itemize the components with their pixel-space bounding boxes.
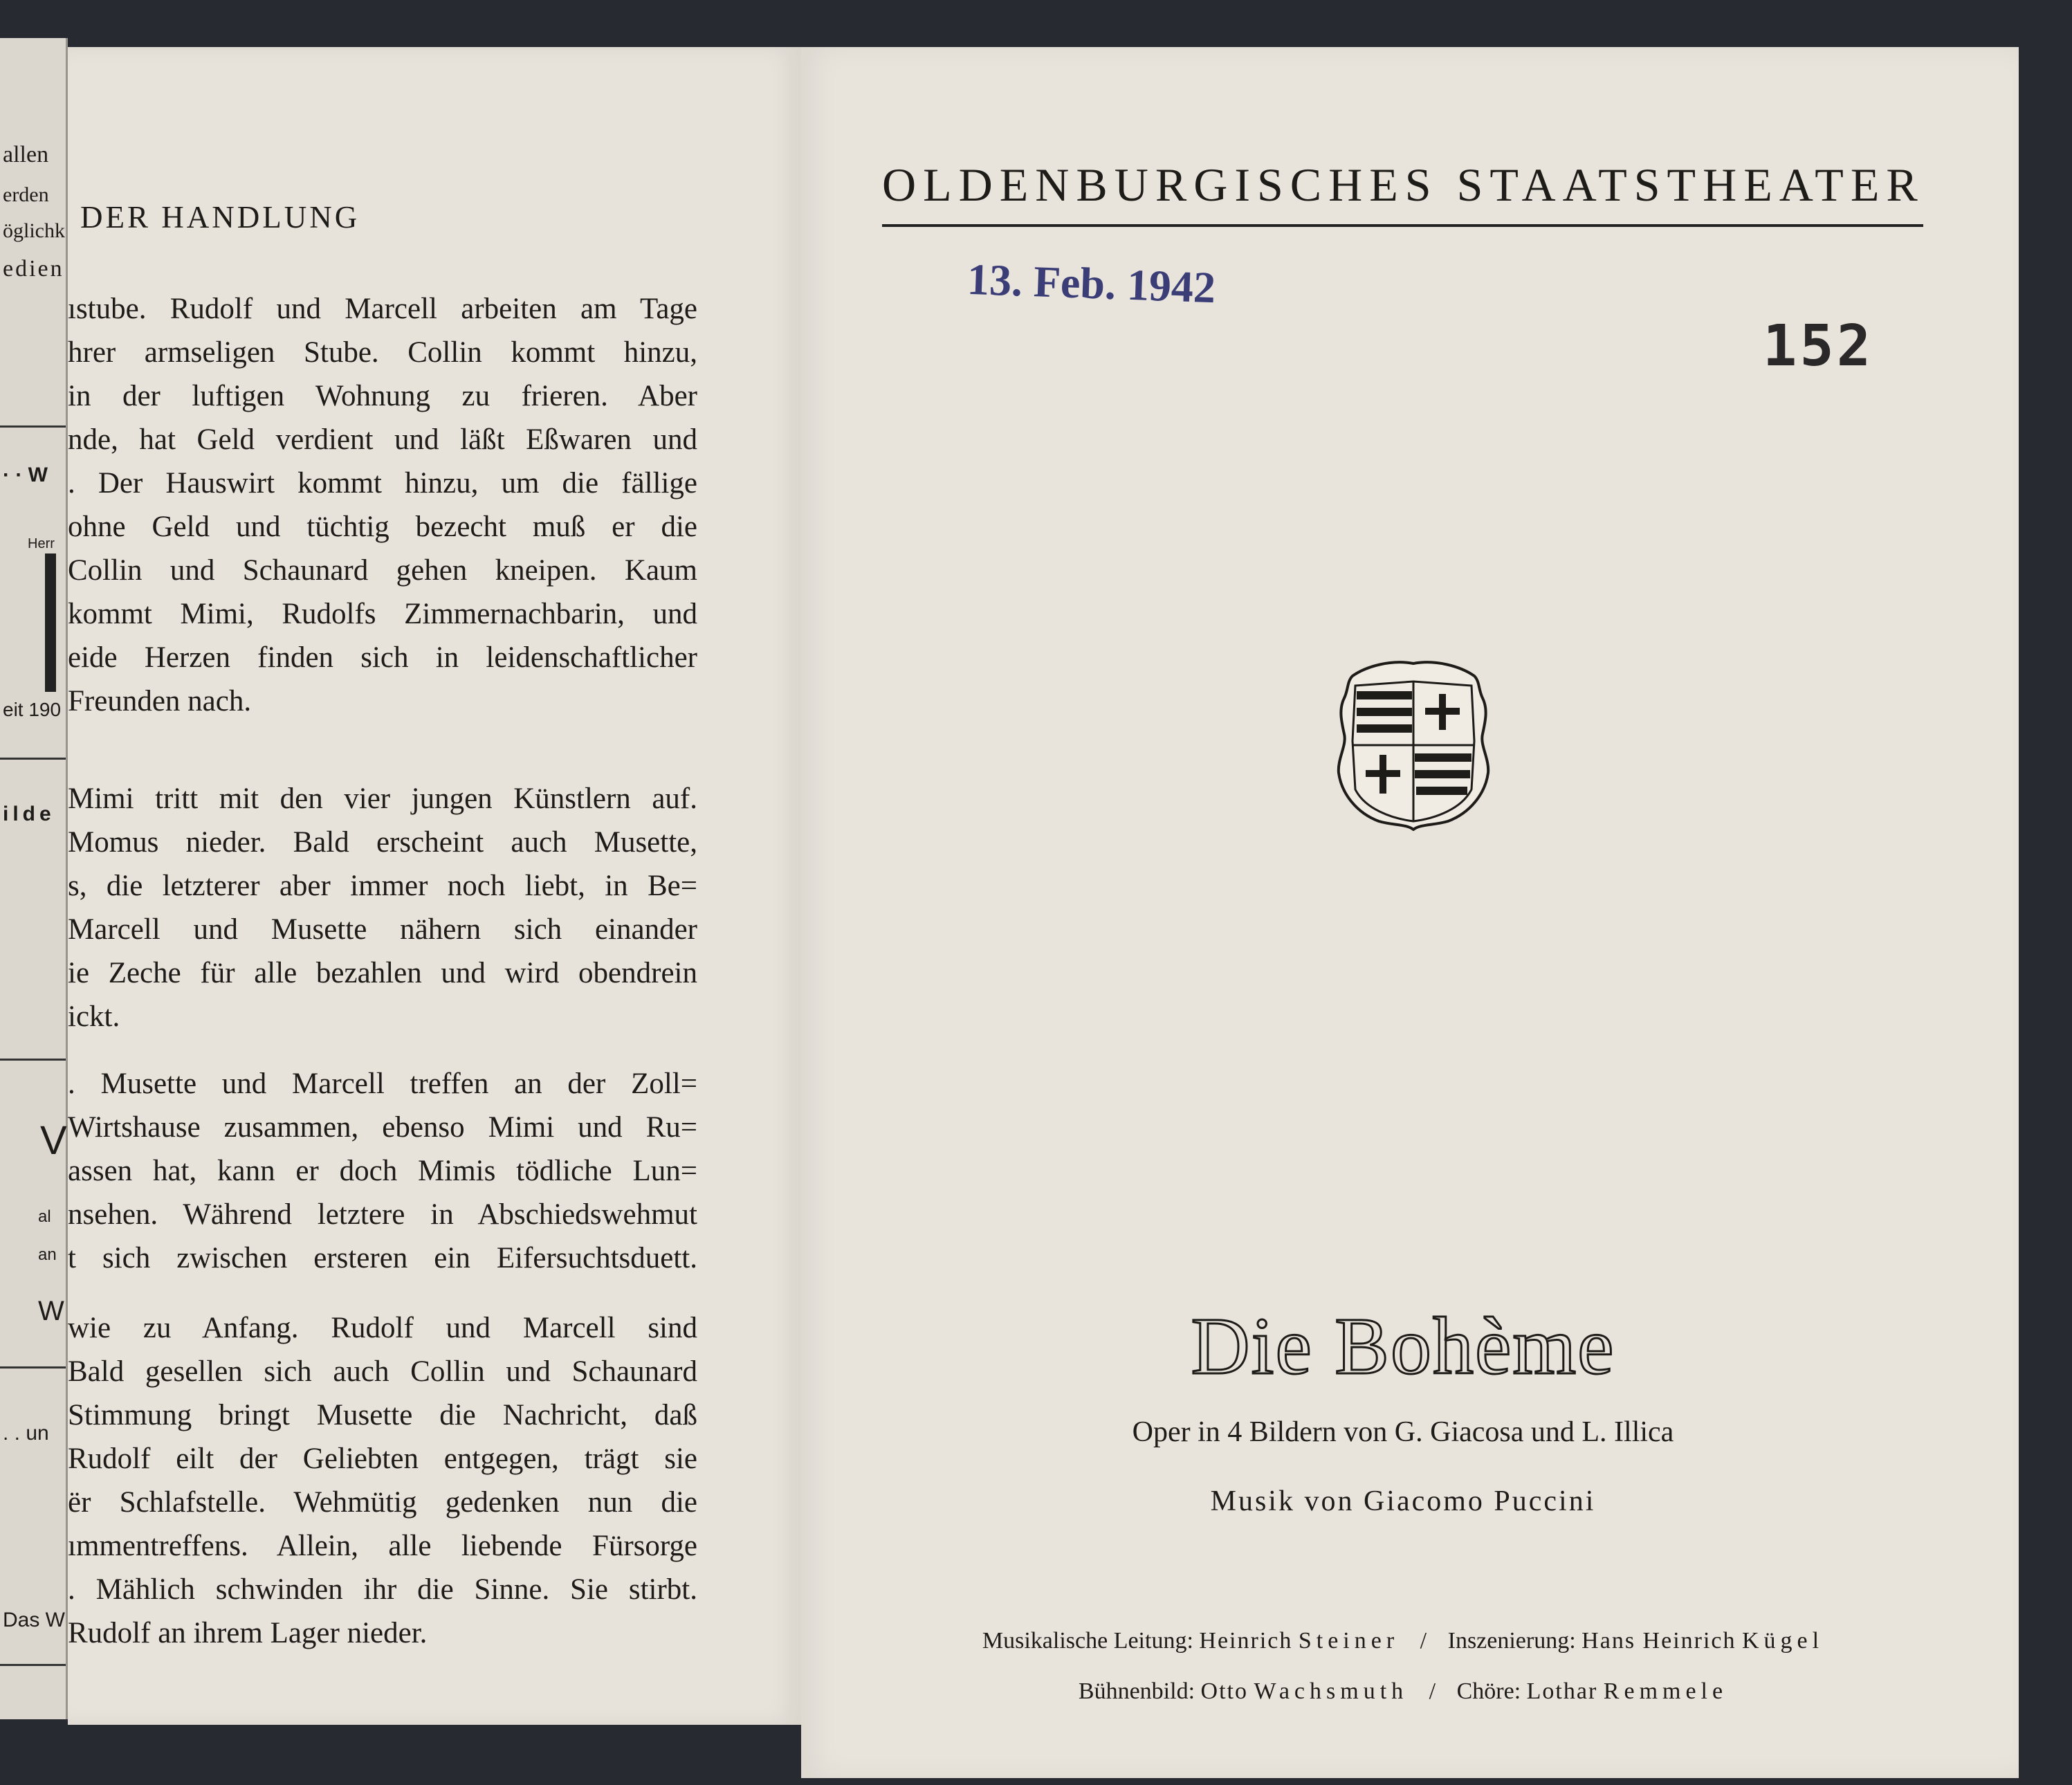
divider [0,1059,66,1061]
fragment: · · W [3,464,48,486]
text-line: Momus nieder. Bald erscheint auch Musette, [68,826,697,859]
section-heading: DER HANDLUNG [80,200,360,235]
text-line: s, die letzterer aber immer noch liebt, in Be= [68,870,697,902]
paragraph-4 [68,1306,697,1655]
divider [0,1366,66,1368]
fragment: edien [3,256,64,282]
credits-line-2 [801,1678,2005,1705]
text-line: ıstube. Rudolf und Marcell arbeiten am Tage [68,293,697,325]
fragment: W [38,1296,64,1326]
text-line: ër Schlafstelle. Wehmütig gedenken nun die [68,1486,697,1519]
text-line: hrer armseligen Stube. Collin kommt hinzu, [68,336,697,369]
title-rule [882,224,1923,227]
text-line: assen hat, kann er doch Mimis tödliche Lun= [68,1155,697,1187]
fragment: allen [3,142,49,167]
credits-line-1 [801,1628,2005,1654]
credit-first-name: Hans Heinrich [1581,1628,1736,1654]
coat-of-arms-icon [1332,658,1495,831]
text-line: . Der Hauswirt kommt hinzu, um die fällige [68,467,697,500]
divider [0,425,66,428]
fragment: ilde [3,803,55,825]
number-stamp: 152 [1763,313,1874,379]
opera-subtitle: Oper in 4 Bildern von G. Giacosa und L. Illica [1132,1416,1674,1448]
credit-role: Chöre: [1456,1678,1521,1704]
fragment: an [38,1245,57,1264]
paragraph-1 [68,287,697,723]
fragment: erden [3,183,49,206]
text-line: Mimi tritt mit den vier jungen Künstlern auf. [68,782,697,815]
text-line: eide Herzen finden sich in leidenschaftlicher [68,641,697,674]
dark-bar [45,553,56,692]
composer-line: Musik von Giacomo Puccini [1210,1485,1596,1517]
previous-page-edge [0,38,68,1719]
text-line: Rudolf an ihrem Lager nieder. [68,1617,428,1649]
fragment: eit 190 [3,699,62,720]
divider [0,758,66,760]
text-line: t sich zwischen ersteren ein Eifersuchtsduett. [68,1242,697,1274]
paragraph-3 [68,1062,697,1280]
credit-role: Bühnenbild: [1078,1678,1195,1704]
credit-last-name: Remmele [1603,1678,1728,1704]
text-line: ımmentreffens. Allein, alle liebende Fürsorge [68,1530,697,1562]
text-line: . Mählich schwinden ihr die Sinne. Sie stirbt. [68,1573,697,1606]
credit-last-name: Wachsmuth [1254,1678,1409,1704]
fragment: al [38,1207,51,1226]
text-line: ie Zeche für alle bezahlen und wird obendrein [68,957,697,989]
text-line: nsehen. Während letztere in Abschiedswehmut [68,1198,697,1231]
paragraph-2 [68,777,697,1038]
text-line: kommt Mimi, Rudolfs Zimmernachbarin, und [68,598,697,630]
text-line: Marcell und Musette nähern sich einander [68,913,697,946]
text-line: Collin und Schaunard gehen kneipen. Kaum [68,554,697,587]
text-line: nde, hat Geld verdient und läßt Eßwaren und [68,423,697,456]
text-line: ohne Geld und tüchtig bezecht muß er die [68,511,697,543]
theater-name: OLDENBURGISCHES STAATSTHEATER [882,158,1925,211]
credit-first-name: Lothar [1526,1678,1598,1704]
opera-title: Die Bohème [1191,1301,1615,1391]
text-line: in der luftigen Wohnung zu frieren. Aber [68,380,697,412]
text-line: Rudolf eilt der Geliebten entgegen, trägt sie [68,1443,697,1475]
credit-last-name: Kügel [1742,1628,1824,1654]
text-line: Freunden nach. [68,685,252,717]
credit-first-name: Otto [1200,1678,1248,1704]
separator: / [1429,1678,1436,1704]
divider [0,1664,66,1666]
text-line: Wirtshause zusammen, ebenso Mimi und Ru= [68,1111,697,1144]
separator: / [1420,1628,1427,1654]
text-line: . Musette und Marcell treffen an der Zoll= [68,1068,697,1100]
fragment: öglichk [3,219,65,242]
credit-last-name: Steiner [1298,1628,1400,1654]
left-page [68,47,801,1725]
fragment: . . un [3,1422,49,1445]
text-line: ickt. [68,1000,120,1033]
fragment: Das W [3,1609,65,1631]
text-line: Stimmung bringt Musette die Nachricht, daß [68,1399,697,1431]
credit-role: Inszenierung: [1447,1628,1576,1654]
right-page [801,47,2019,1778]
credit-role: Musikalische Leitung: [982,1628,1193,1654]
date-stamp: 13. Feb. 1942 [966,254,1217,313]
fragment: Herr [28,536,55,551]
text-line: wie zu Anfang. Rudolf und Marcell sind [68,1312,697,1344]
credit-first-name: Heinrich [1199,1628,1293,1654]
fragment: V [40,1118,67,1163]
text-line: Bald gesellen sich auch Collin und Schaunard [68,1355,697,1388]
